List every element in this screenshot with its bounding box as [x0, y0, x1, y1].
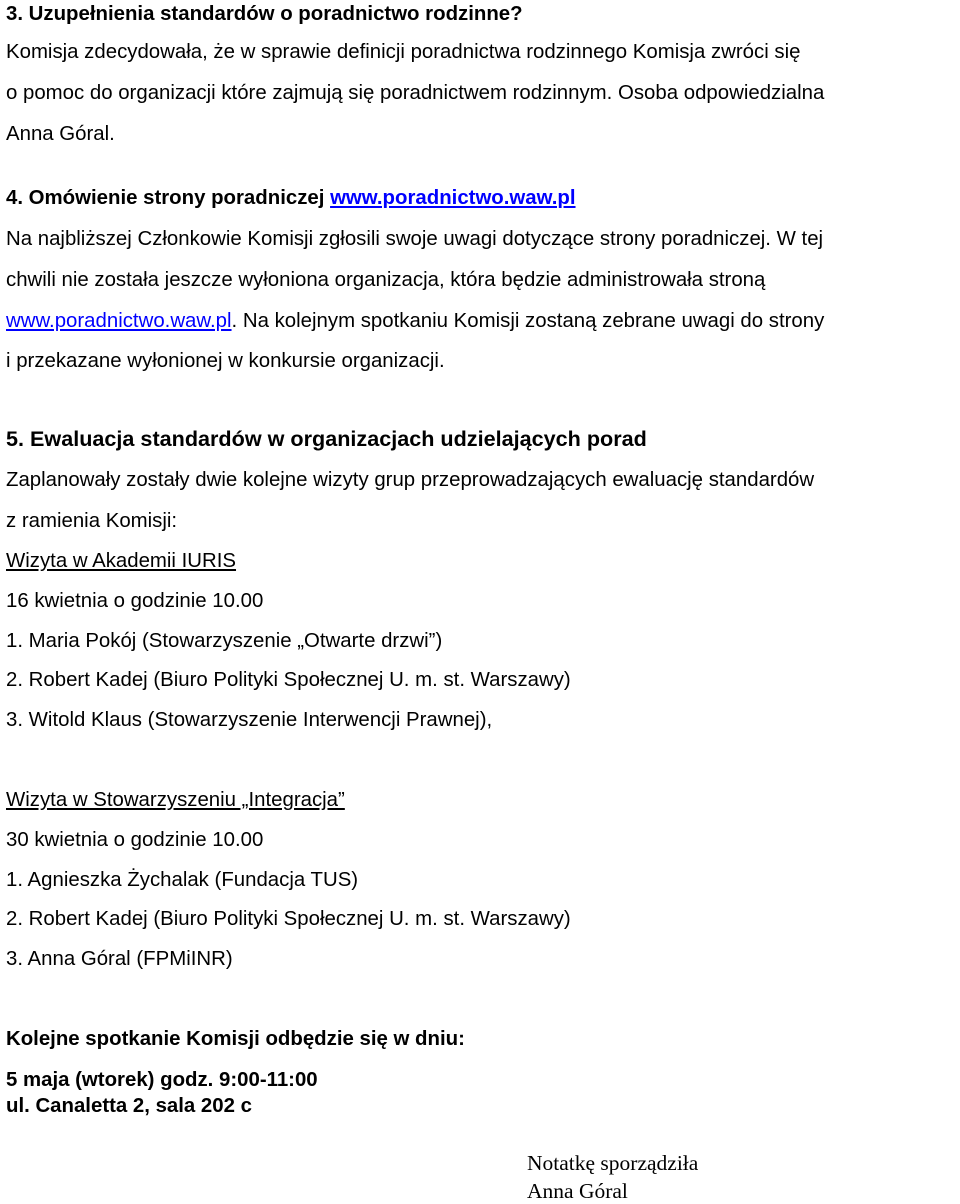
section-3-line-2: o pomoc do organizacji które zajmują się poradnictwem rodzinnym. Osoba odpowiedzialna	[6, 82, 825, 104]
section-4-line-3-text: . Na kolejnym spotkaniu Komisji zostaną zebrane uwagi do strony	[231, 310, 825, 332]
next-meeting-date: 5 maja (wtorek) godz. 9:00-11:00	[6, 1069, 318, 1091]
signature-label: Notatkę sporządziła	[527, 1151, 699, 1175]
section-4-heading	[6, 186, 576, 210]
section-5-intro-1: Zaplanowały zostały dwie kolejne wizyty grup przeprowadzających ewaluację standardów	[6, 469, 815, 491]
visit-2-participant-3: 3. Anna Góral (FPMiINR)	[6, 948, 233, 970]
next-meeting-place: ul. Canaletta 2, sala 202 c	[6, 1095, 252, 1117]
section-4-line-3	[6, 309, 824, 333]
section-5-heading: 5. Ewaluacja standardów w organizacjach udzielających porad	[6, 426, 647, 451]
section-3-line-3: Anna Góral.	[6, 123, 115, 145]
next-meeting-heading: Kolejne spotkanie Komisji odbędzie się w dniu:	[6, 1028, 465, 1050]
visit-1-participant-3: 3. Witold Klaus (Stowarzyszenie Interwencji Prawnej),	[6, 709, 493, 731]
section-4-heading-text: 4. Omówienie strony poradniczej	[6, 187, 331, 209]
section-3-heading: 3. Uzupełnienia standardów o poradnictwo rodzinne?	[6, 3, 523, 25]
section-4-line-4: i przekazane wyłonionej w konkursie organizacji.	[6, 350, 445, 372]
section-3-line-1: Komisja zdecydowała, że w sprawie definicji poradnictwa rodzinnego Komisja zwróci się	[6, 41, 801, 63]
visit-2-title: Wizyta w Stowarzyszeniu „Integracja”	[6, 789, 345, 811]
visit-2-date: 30 kwietnia o godzinie 10.00	[6, 829, 264, 851]
visit-1-date: 16 kwietnia o godzinie 10.00	[6, 590, 264, 612]
visit-2-participant-2: 2. Robert Kadej (Biuro Polityki Społecznej U. m. st. Warszawy)	[6, 908, 571, 930]
website-link[interactable]: www.poradnictwo.waw.pl	[6, 310, 232, 332]
visit-1-participant-2: 2. Robert Kadej (Biuro Polityki Społecznej U. m. st. Warszawy)	[6, 669, 571, 691]
visit-2-participant-1: 1. Agnieszka Żychalak (Fundacja TUS)	[6, 869, 359, 891]
visit-1-title: Wizyta w Akademii IURIS	[6, 550, 237, 572]
section-4-heading-link[interactable]: www.poradnictwo.waw.pl	[330, 187, 576, 209]
section-4-line-1: Na najbliższej Członkowie Komisji zgłosili swoje uwagi dotyczące strony poradniczej. W tej	[6, 228, 824, 250]
signature-name: Anna Góral	[527, 1179, 628, 1203]
visit-1-participant-1: 1. Maria Pokój (Stowarzyszenie „Otwarte drzwi”)	[6, 630, 443, 652]
section-5-intro-2: z ramienia Komisji:	[6, 510, 178, 532]
section-4-line-2: chwili nie została jeszcze wyłoniona organizacja, która będzie administrowała stroną	[6, 269, 766, 291]
